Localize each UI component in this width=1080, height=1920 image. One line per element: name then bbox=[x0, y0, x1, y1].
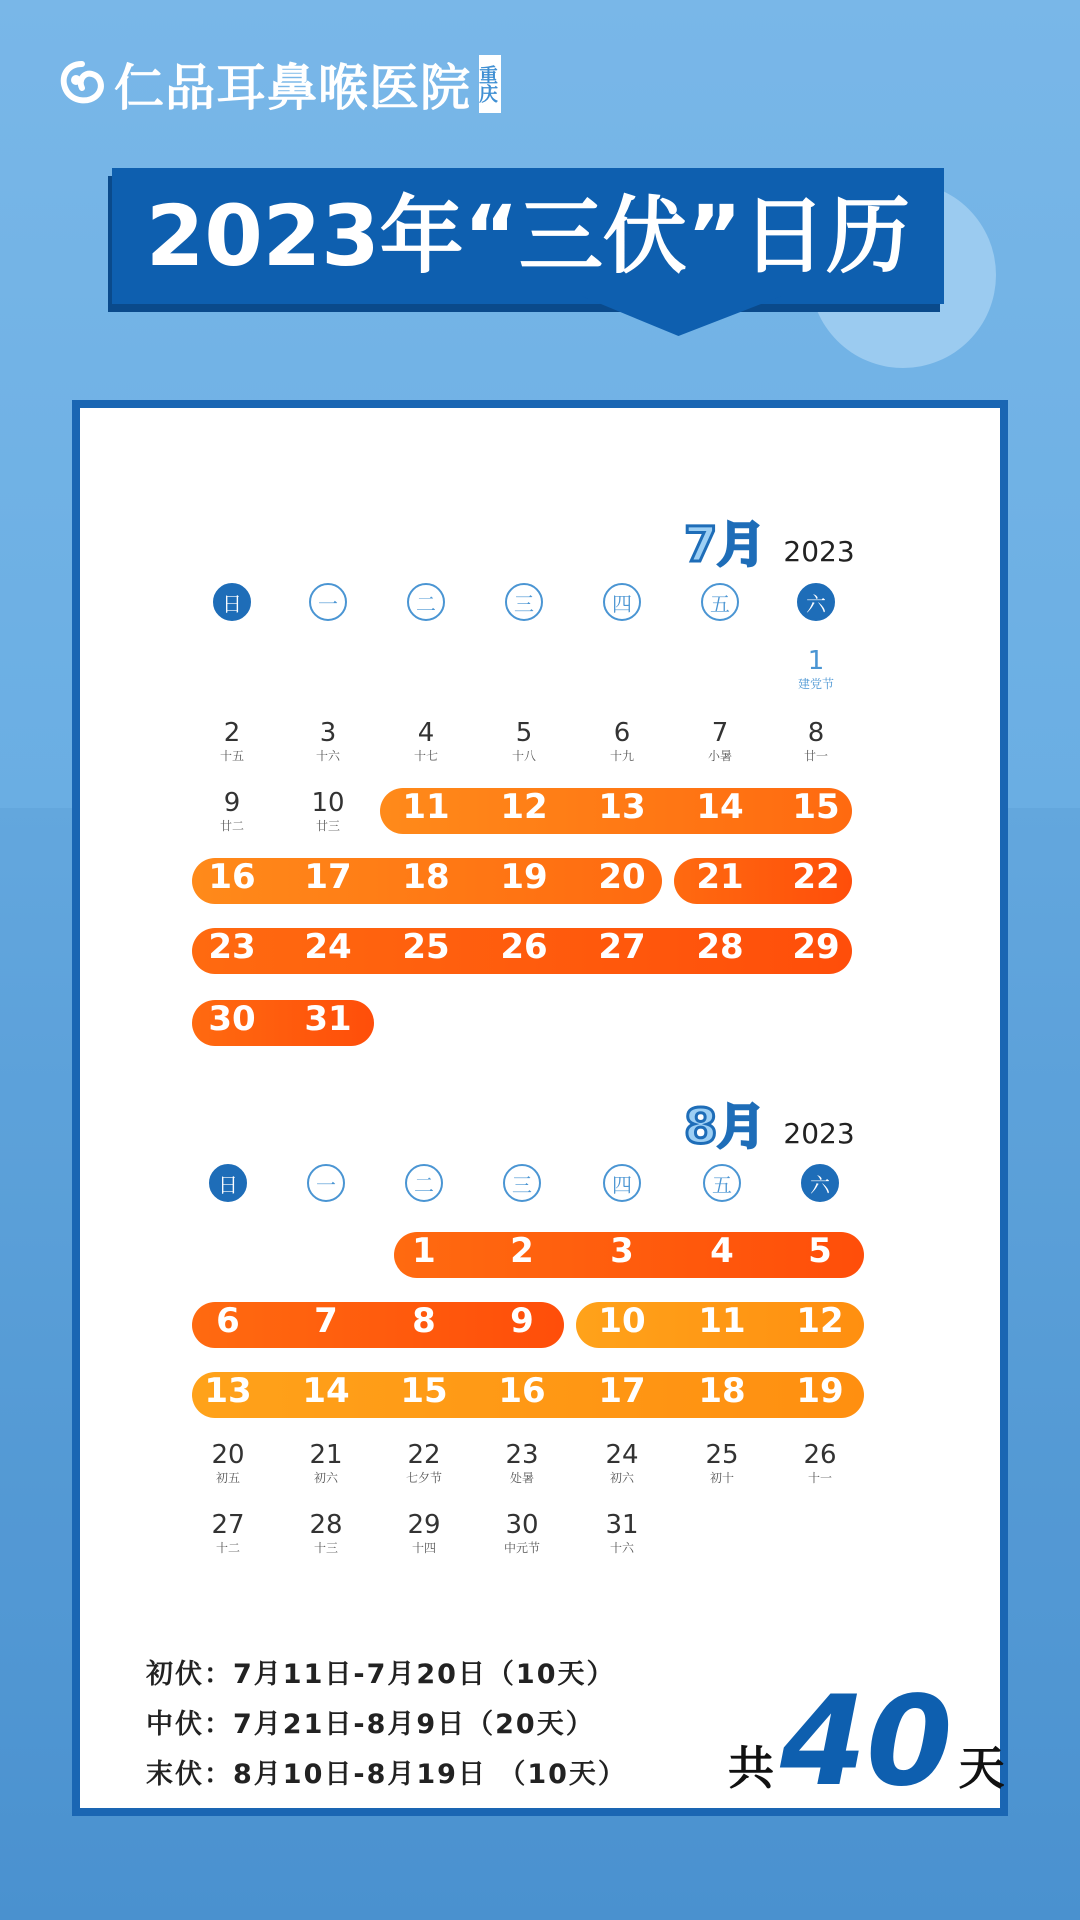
august-fu-day: 14 bbox=[302, 1371, 350, 1411]
lunar-label: 十九 bbox=[609, 749, 634, 763]
lunar-label: 处暑 bbox=[509, 1471, 534, 1485]
day-number: 29 bbox=[407, 1510, 441, 1540]
july-fu-day: 13 bbox=[598, 787, 646, 827]
summary-zhongfu: 中伏：7月21日-8月9日（20天） bbox=[146, 1709, 595, 1740]
july-day bbox=[582, 718, 662, 764]
weekday-3-july: 三 bbox=[505, 583, 543, 621]
lunar-label: 十四 bbox=[411, 1541, 436, 1555]
july-fu-day: 29 bbox=[792, 927, 840, 967]
summary-mofu: 末伏：8月10日-8月19日 （10天） bbox=[146, 1759, 627, 1790]
day-number: 26 bbox=[803, 1440, 837, 1470]
lunar-label: 十八 bbox=[511, 749, 536, 763]
lunar-label: 廿三 bbox=[315, 819, 340, 833]
day-number: 23 bbox=[505, 1440, 539, 1470]
august-year: 2023 bbox=[783, 1117, 855, 1150]
day-number: 2 bbox=[223, 718, 241, 748]
total-suffix: 天 bbox=[958, 1741, 1005, 1795]
august-fu-day: 10 bbox=[598, 1301, 646, 1341]
august-day bbox=[188, 1510, 268, 1556]
july-day bbox=[192, 788, 272, 834]
july-fu-day: 30 bbox=[208, 999, 256, 1039]
lunar-label: 初六 bbox=[609, 1471, 634, 1485]
august-fu-day: 6 bbox=[216, 1301, 240, 1341]
july-day bbox=[680, 718, 760, 764]
august-fu-day: 3 bbox=[610, 1231, 634, 1271]
weekday-1-august: 一 bbox=[307, 1164, 345, 1202]
july-fu-day: 18 bbox=[402, 857, 450, 897]
lunar-label: 十二 bbox=[215, 1541, 240, 1555]
weekday-4-july: 四 bbox=[603, 583, 641, 621]
day-number: 24 bbox=[605, 1440, 639, 1470]
august-fu-day: 17 bbox=[598, 1371, 646, 1411]
lunar-label: 十三 bbox=[313, 1541, 338, 1555]
july-day bbox=[192, 718, 272, 764]
day-number: 22 bbox=[407, 1440, 441, 1470]
lunar-label: 建党节 bbox=[797, 677, 834, 691]
lunar-label: 初六 bbox=[313, 1471, 338, 1485]
august-day bbox=[582, 1510, 662, 1556]
weekday-3-august: 三 bbox=[503, 1164, 541, 1202]
day-number: 27 bbox=[211, 1510, 245, 1540]
august-fu-day: 2 bbox=[510, 1231, 534, 1271]
july-fu-day: 31 bbox=[304, 999, 352, 1039]
weekday-5-august: 五 bbox=[703, 1164, 741, 1202]
july-fu-day: 22 bbox=[792, 857, 840, 897]
august-header bbox=[684, 1088, 855, 1157]
weekday-1-july: 一 bbox=[309, 583, 347, 621]
july-day bbox=[776, 646, 856, 692]
day-number: 1 bbox=[807, 646, 825, 676]
july-day bbox=[484, 718, 564, 764]
august-fu-day: 18 bbox=[698, 1371, 746, 1411]
page-title: 2023年“三伏”日历 bbox=[145, 187, 911, 285]
day-number: 4 bbox=[417, 718, 435, 748]
july-year: 2023 bbox=[783, 535, 855, 568]
title-banner-tail bbox=[558, 296, 781, 336]
july-fu-day: 19 bbox=[500, 857, 548, 897]
july-fu-day: 20 bbox=[598, 857, 646, 897]
august-fu-day: 1 bbox=[412, 1231, 436, 1271]
logo-mark-icon bbox=[56, 58, 108, 110]
lunar-label: 初五 bbox=[215, 1471, 240, 1485]
day-number: 9 bbox=[223, 788, 241, 818]
day-number: 8 bbox=[807, 718, 825, 748]
day-number: 30 bbox=[505, 1510, 539, 1540]
day-number: 25 bbox=[705, 1440, 739, 1470]
july-fu-day: 27 bbox=[598, 927, 646, 967]
lunar-label: 七夕节 bbox=[405, 1471, 442, 1485]
lunar-label: 十七 bbox=[413, 749, 438, 763]
lunar-label: 十五 bbox=[219, 749, 244, 763]
august-day bbox=[286, 1440, 366, 1486]
day-number: 3 bbox=[319, 718, 337, 748]
calendar-card bbox=[72, 400, 1008, 1816]
august-fu-day: 16 bbox=[498, 1371, 546, 1411]
lunar-label: 十六 bbox=[315, 749, 340, 763]
august-fu-day: 5 bbox=[808, 1231, 832, 1271]
august-fu-day: 4 bbox=[710, 1231, 734, 1271]
summary-chufu: 初伏：7月11日-7月20日（10天） bbox=[146, 1659, 616, 1690]
july-day bbox=[288, 718, 368, 764]
lunar-label: 小暑 bbox=[707, 749, 732, 763]
august-fu-day: 13 bbox=[204, 1371, 252, 1411]
july-fu-day: 11 bbox=[402, 787, 450, 827]
weekday-6-august: 六 bbox=[801, 1164, 839, 1202]
july-fu-day: 16 bbox=[208, 857, 256, 897]
july-day bbox=[288, 788, 368, 834]
august-day bbox=[384, 1510, 464, 1556]
july-fu-day: 24 bbox=[304, 927, 352, 967]
lunar-label: 初十 bbox=[709, 1471, 734, 1485]
july-fu-day: 28 bbox=[696, 927, 744, 967]
total-number: 40 bbox=[780, 1670, 953, 1814]
weekday-2-july: 二 bbox=[407, 583, 445, 621]
august-day bbox=[582, 1440, 662, 1486]
august-fu-day: 8 bbox=[412, 1301, 436, 1341]
august-fu-day: 19 bbox=[796, 1371, 844, 1411]
day-number: 5 bbox=[515, 718, 533, 748]
august-fu-day: 15 bbox=[400, 1371, 448, 1411]
day-number: 31 bbox=[605, 1510, 639, 1540]
july-day bbox=[776, 718, 856, 764]
city-tag bbox=[476, 55, 501, 113]
july-fu-day: 14 bbox=[696, 787, 744, 827]
lunar-label: 中元节 bbox=[503, 1541, 540, 1555]
july-day bbox=[386, 718, 466, 764]
august-day bbox=[286, 1510, 366, 1556]
august-day bbox=[482, 1510, 562, 1556]
august-day bbox=[384, 1440, 464, 1486]
august-fu-day: 11 bbox=[698, 1301, 746, 1341]
august-fu-day: 12 bbox=[796, 1301, 844, 1341]
weekday-0-august: 日 bbox=[209, 1164, 247, 1202]
august-day bbox=[682, 1440, 762, 1486]
title-banner bbox=[112, 168, 944, 304]
august-fu-day: 9 bbox=[510, 1301, 534, 1341]
weekday-6-july: 六 bbox=[797, 583, 835, 621]
day-number: 6 bbox=[613, 718, 631, 748]
july-fu-day: 26 bbox=[500, 927, 548, 967]
august-month-name: 8月 bbox=[684, 1099, 766, 1155]
total-days bbox=[728, 1670, 1005, 1814]
weekday-4-august: 四 bbox=[603, 1164, 641, 1202]
hospital-logo bbox=[56, 54, 501, 117]
weekday-2-august: 二 bbox=[405, 1164, 443, 1202]
july-month-name: 7月 bbox=[684, 517, 766, 573]
hospital-name: 仁品耳鼻喉医院 bbox=[114, 59, 471, 117]
day-number: 20 bbox=[211, 1440, 245, 1470]
day-number: 21 bbox=[309, 1440, 343, 1470]
july-fu-day: 21 bbox=[696, 857, 744, 897]
weekday-0-july: 日 bbox=[213, 583, 251, 621]
july-fu-day: 15 bbox=[792, 787, 840, 827]
august-fu-day: 7 bbox=[314, 1301, 338, 1341]
august-day bbox=[780, 1440, 860, 1486]
lunar-label: 十六 bbox=[609, 1541, 634, 1555]
day-number: 10 bbox=[311, 788, 345, 818]
day-number: 7 bbox=[711, 718, 729, 748]
august-day bbox=[482, 1440, 562, 1486]
august-day bbox=[188, 1440, 268, 1486]
lunar-label: 廿一 bbox=[803, 749, 828, 763]
july-fu-day: 17 bbox=[304, 857, 352, 897]
july-fu-day: 23 bbox=[208, 927, 256, 967]
july-fu-day: 25 bbox=[402, 927, 450, 967]
lunar-label: 十一 bbox=[807, 1471, 832, 1485]
total-prefix: 共 bbox=[728, 1741, 774, 1795]
city-tag-text: 重庆 bbox=[476, 65, 498, 103]
july-fu-day: 12 bbox=[500, 787, 548, 827]
weekday-5-july: 五 bbox=[701, 583, 739, 621]
day-number: 28 bbox=[309, 1510, 343, 1540]
july-header bbox=[684, 506, 855, 575]
lunar-label: 廿二 bbox=[219, 819, 244, 833]
